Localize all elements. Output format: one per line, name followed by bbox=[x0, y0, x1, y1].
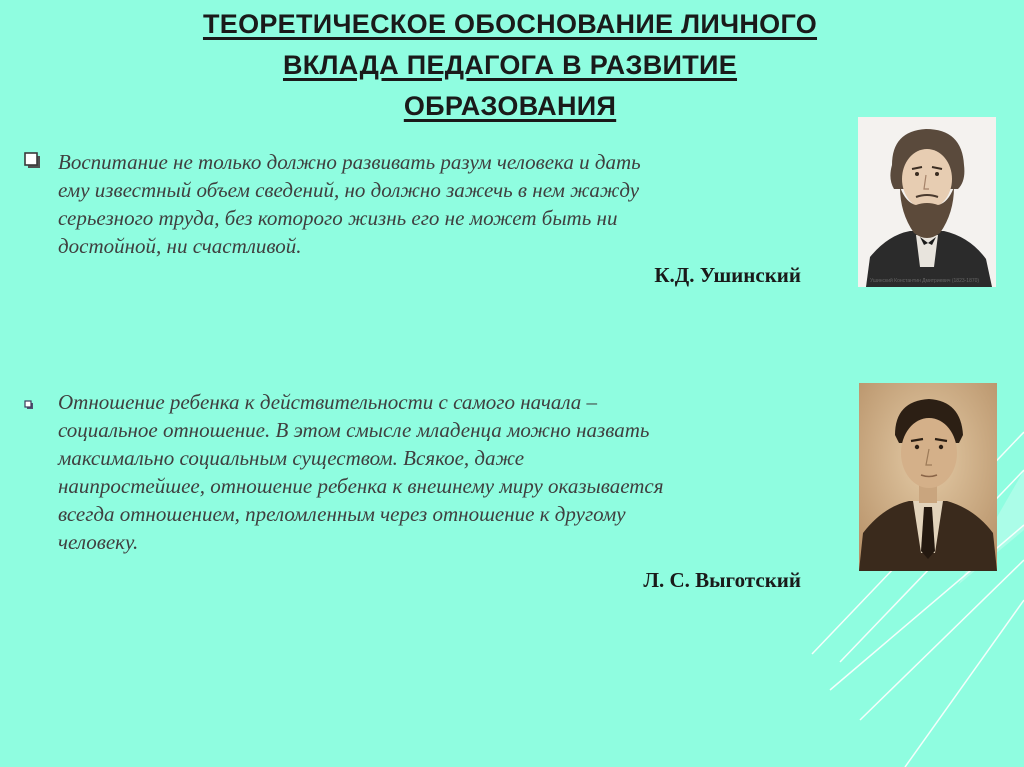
title-line-2: ВКЛАДА ПЕДАГОГА В РАЗВИТИЕ bbox=[282, 50, 738, 80]
quote-line: Воспитание не только должно развивать разум человека и дать bbox=[58, 150, 641, 174]
author-ushinsky: К.Д. Ушинский bbox=[654, 263, 801, 287]
small-checkbox-bullet-icon bbox=[24, 400, 34, 410]
slide-title bbox=[110, 4, 910, 127]
quote-line: максимально социальным существом. Всякое, даже bbox=[58, 446, 525, 470]
ushinsky-portrait bbox=[858, 117, 996, 287]
quote-line: социальное отношение. В этом смысле младенца можно назвать bbox=[58, 418, 650, 442]
quote-line: серьезного труда, без которого жизнь его не может быть ни bbox=[58, 206, 618, 230]
decor-line-5 bbox=[905, 600, 1024, 767]
quote-line: ему известный объем сведений, но должно зажечь в нем жажду bbox=[58, 178, 640, 202]
portrait-caption: Ушинский Константин Дмитриевич (1823-1870) bbox=[870, 278, 980, 284]
quote-ushinsky bbox=[58, 148, 818, 260]
vygotsky-portrait bbox=[859, 383, 997, 571]
quote-line: Отношение ребенка к действительности с самого начала – bbox=[58, 390, 598, 414]
quote-line: достойной, ни счастливой. bbox=[58, 234, 302, 258]
author-vygotsky: Л. С. Выготский bbox=[643, 568, 801, 592]
quote-vygotsky bbox=[58, 388, 818, 556]
checkbox-bullet-icon bbox=[24, 152, 42, 170]
title-line-1: ТЕОРЕТИЧЕСКОЕ ОБОСНОВАНИЕ ЛИЧНОГО bbox=[202, 9, 818, 39]
quote-line: наипростейшее, отношение ребенка к внешнему миру оказывается bbox=[58, 474, 664, 498]
decor-line-4 bbox=[860, 560, 1024, 720]
quote-line: всегда отношением, преломленным через отношение к другому bbox=[58, 502, 626, 526]
title-line-3: ОБРАЗОВАНИЯ bbox=[403, 91, 617, 121]
quote-line: человеку. bbox=[58, 530, 139, 554]
